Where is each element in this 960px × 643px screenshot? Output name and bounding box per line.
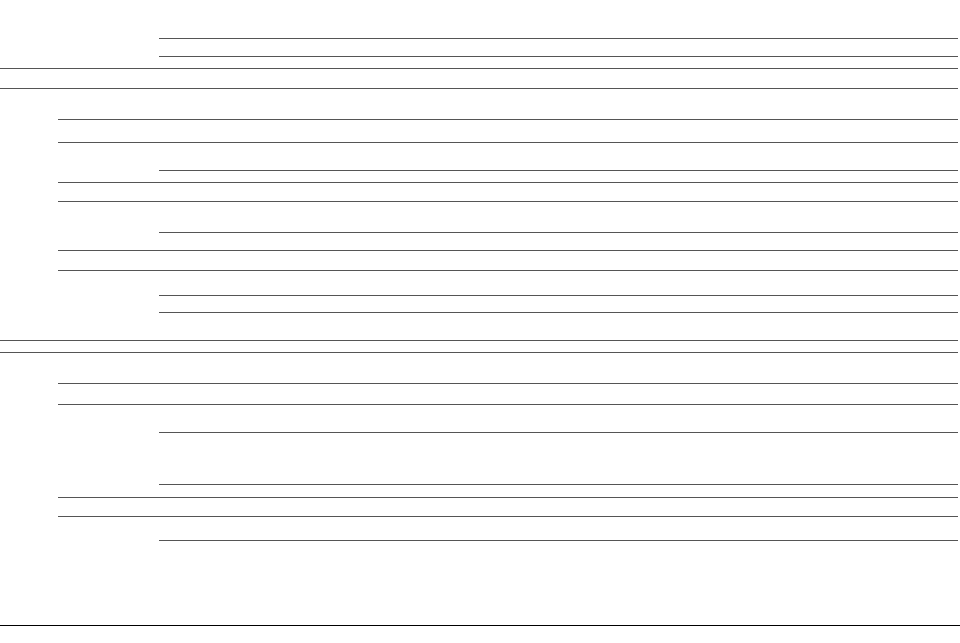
row-separator	[58, 383, 958, 384]
description-cell	[163, 119, 415, 142]
row-separator	[58, 404, 958, 405]
value-increase-cell	[683, 250, 813, 270]
dzial-cell	[0, 0, 58, 38]
paragraf-cell	[121, 170, 159, 182]
paragraf-cell	[121, 201, 159, 232]
paragraf-cell	[121, 516, 159, 540]
rozdzial-cell	[58, 383, 121, 404]
value-decrease-cell	[545, 201, 683, 232]
value-decrease-cell	[545, 540, 683, 589]
table-row	[0, 295, 960, 312]
description-cell	[163, 432, 415, 484]
value-after-change-cell	[813, 68, 943, 88]
row-separator	[159, 56, 958, 57]
description-cell	[163, 68, 415, 88]
row-separator	[0, 88, 958, 89]
value-after-change-cell	[813, 119, 943, 142]
row-separator	[159, 432, 958, 433]
paragraf-cell	[121, 383, 159, 404]
value-decrease-cell	[545, 383, 683, 404]
paragraf-cell	[121, 0, 159, 38]
value-decrease-cell	[545, 404, 683, 432]
value-plan-cell	[420, 540, 545, 589]
table-row	[0, 312, 960, 340]
value-plan-cell	[420, 383, 545, 404]
value-after-change-cell	[813, 170, 943, 182]
paragraf-cell	[121, 497, 159, 516]
value-decrease-cell	[545, 340, 683, 352]
value-plan-cell	[420, 484, 545, 497]
value-after-change-cell	[813, 497, 943, 516]
value-plan-cell	[420, 119, 545, 142]
rozdzial-cell	[58, 0, 121, 38]
table-row	[0, 404, 960, 432]
description-cell	[163, 404, 415, 432]
row-separator	[159, 295, 958, 296]
dzial-cell	[0, 201, 58, 232]
table-row	[0, 340, 960, 352]
paragraf-cell	[121, 484, 159, 497]
rozdzial-cell	[58, 38, 121, 56]
value-increase-cell	[683, 340, 813, 352]
table-row	[0, 250, 960, 270]
value-plan-cell	[420, 232, 545, 250]
value-increase-cell	[683, 88, 813, 119]
rozdzial-cell	[58, 404, 121, 432]
value-increase-cell	[683, 516, 813, 540]
value-plan-cell	[420, 352, 545, 383]
dzial-cell	[0, 312, 58, 340]
description-cell	[163, 295, 415, 312]
value-increase-cell	[683, 56, 813, 68]
value-plan-cell	[420, 270, 545, 295]
description-cell	[163, 142, 415, 170]
value-decrease-cell	[545, 352, 683, 383]
dzial-cell	[0, 404, 58, 432]
paragraf-cell	[121, 56, 159, 68]
value-plan-cell	[420, 0, 545, 38]
value-decrease-cell	[545, 182, 683, 201]
table-row	[0, 383, 960, 404]
value-decrease-cell	[545, 432, 683, 484]
value-increase-cell	[683, 68, 813, 88]
value-decrease-cell	[545, 497, 683, 516]
paragraf-cell	[121, 540, 159, 589]
dzial-cell	[0, 270, 58, 295]
dzial-cell	[0, 383, 58, 404]
dzial-cell	[0, 232, 58, 250]
table-row	[0, 540, 960, 589]
dzial-cell	[0, 182, 58, 201]
description-cell	[163, 516, 415, 540]
row-separator	[58, 516, 958, 517]
paragraf-cell	[121, 182, 159, 201]
table-row	[0, 142, 960, 170]
rozdzial-cell	[58, 497, 121, 516]
rozdzial-cell	[58, 250, 121, 270]
description-cell	[163, 484, 415, 497]
rozdzial-cell	[58, 340, 121, 352]
description-cell	[163, 201, 415, 232]
value-after-change-cell	[813, 352, 943, 383]
value-after-change-cell	[813, 340, 943, 352]
dzial-cell	[0, 432, 58, 484]
row-separator	[58, 142, 958, 143]
value-plan-cell	[420, 340, 545, 352]
dzial-cell	[0, 88, 58, 119]
value-plan-cell	[420, 432, 545, 484]
paragraf-cell	[121, 88, 159, 119]
rozdzial-cell	[58, 142, 121, 170]
value-plan-cell	[420, 56, 545, 68]
row-separator	[58, 182, 958, 183]
dzial-cell	[0, 540, 58, 589]
value-plan-cell	[420, 142, 545, 170]
value-increase-cell	[683, 540, 813, 589]
dzial-cell	[0, 250, 58, 270]
value-decrease-cell	[545, 68, 683, 88]
value-plan-cell	[420, 516, 545, 540]
row-separator	[58, 270, 958, 271]
value-plan-cell	[420, 88, 545, 119]
value-increase-cell	[683, 232, 813, 250]
paragraf-cell	[121, 38, 159, 56]
value-after-change-cell	[813, 201, 943, 232]
table-row	[0, 270, 960, 295]
value-increase-cell	[683, 170, 813, 182]
table-row	[0, 232, 960, 250]
table-row	[0, 201, 960, 232]
description-cell	[163, 312, 415, 340]
value-plan-cell	[420, 497, 545, 516]
value-plan-cell	[420, 38, 545, 56]
description-cell	[163, 232, 415, 250]
table-row	[0, 170, 960, 182]
rozdzial-cell	[58, 540, 121, 589]
description-cell	[163, 0, 415, 38]
rozdzial-cell	[58, 170, 121, 182]
paragraf-cell	[121, 142, 159, 170]
value-decrease-cell	[545, 484, 683, 497]
row-separator	[58, 250, 958, 251]
value-decrease-cell	[545, 232, 683, 250]
value-after-change-cell	[813, 540, 943, 589]
value-after-change-cell	[813, 295, 943, 312]
value-after-change-cell	[813, 312, 943, 340]
row-separator	[159, 540, 958, 541]
value-increase-cell	[683, 0, 813, 38]
dzial-cell	[0, 497, 58, 516]
description-cell	[163, 270, 415, 295]
row-separator	[159, 232, 958, 233]
value-decrease-cell	[545, 38, 683, 56]
value-after-change-cell	[813, 516, 943, 540]
rozdzial-cell	[58, 56, 121, 68]
value-decrease-cell	[545, 295, 683, 312]
value-increase-cell	[683, 383, 813, 404]
rozdzial-cell	[58, 312, 121, 340]
value-after-change-cell	[813, 142, 943, 170]
value-increase-cell	[683, 201, 813, 232]
value-plan-cell	[420, 68, 545, 88]
rozdzial-cell	[58, 352, 121, 383]
value-after-change-cell	[813, 0, 943, 38]
table-row	[0, 352, 960, 383]
rozdzial-cell	[58, 516, 121, 540]
value-plan-cell	[420, 182, 545, 201]
description-cell	[163, 38, 415, 56]
rozdzial-cell	[58, 201, 121, 232]
description-cell	[163, 182, 415, 201]
value-increase-cell	[683, 142, 813, 170]
rozdzial-cell	[58, 182, 121, 201]
paragraf-cell	[121, 432, 159, 484]
dzial-cell	[0, 295, 58, 312]
dzial-cell	[0, 56, 58, 68]
rozdzial-cell	[58, 270, 121, 295]
value-after-change-cell	[813, 88, 943, 119]
value-after-change-cell	[813, 232, 943, 250]
table-row	[0, 497, 960, 516]
paragraf-cell	[121, 232, 159, 250]
description-cell	[163, 340, 415, 352]
value-decrease-cell	[545, 0, 683, 38]
dzial-cell	[0, 170, 58, 182]
paragraf-cell	[121, 340, 159, 352]
table-row	[0, 432, 960, 484]
value-decrease-cell	[545, 119, 683, 142]
row-separator	[159, 38, 958, 39]
value-after-change-cell	[813, 404, 943, 432]
value-decrease-cell	[545, 88, 683, 119]
value-after-change-cell	[813, 38, 943, 56]
paragraf-cell	[121, 68, 159, 88]
value-increase-cell	[683, 432, 813, 484]
page-footer	[0, 625, 960, 642]
row-separator	[58, 497, 958, 498]
paragraf-cell	[121, 352, 159, 383]
rozdzial-cell	[58, 68, 121, 88]
rozdzial-cell	[58, 295, 121, 312]
table-row	[0, 484, 960, 497]
value-increase-cell	[683, 182, 813, 201]
value-plan-cell	[420, 250, 545, 270]
value-increase-cell	[683, 270, 813, 295]
value-plan-cell	[420, 295, 545, 312]
dzial-cell	[0, 484, 58, 497]
row-separator	[58, 201, 958, 202]
rozdzial-cell	[58, 88, 121, 119]
row-separator	[58, 119, 958, 120]
value-plan-cell	[420, 170, 545, 182]
value-decrease-cell	[545, 170, 683, 182]
value-after-change-cell	[813, 432, 943, 484]
value-increase-cell	[683, 484, 813, 497]
table-row	[0, 516, 960, 540]
row-separator	[0, 68, 958, 69]
value-decrease-cell	[545, 312, 683, 340]
description-cell	[163, 250, 415, 270]
dzial-cell	[0, 119, 58, 142]
rozdzial-cell	[58, 232, 121, 250]
dzial-cell	[0, 352, 58, 383]
value-increase-cell	[683, 404, 813, 432]
paragraf-cell	[121, 119, 159, 142]
rozdzial-cell	[58, 432, 121, 484]
paragraf-cell	[121, 295, 159, 312]
value-after-change-cell	[813, 182, 943, 201]
table-row	[0, 38, 960, 56]
value-after-change-cell	[813, 270, 943, 295]
value-increase-cell	[683, 497, 813, 516]
value-increase-cell	[683, 119, 813, 142]
table-row	[0, 68, 960, 88]
value-decrease-cell	[545, 142, 683, 170]
value-decrease-cell	[545, 270, 683, 295]
value-plan-cell	[420, 312, 545, 340]
row-separator	[159, 484, 958, 485]
value-plan-cell	[420, 201, 545, 232]
value-increase-cell	[683, 312, 813, 340]
row-separator	[159, 312, 958, 313]
row-separator	[0, 352, 958, 353]
dzial-cell	[0, 68, 58, 88]
table-row	[0, 119, 960, 142]
description-cell	[163, 170, 415, 182]
value-after-change-cell	[813, 383, 943, 404]
dzial-cell	[0, 340, 58, 352]
description-cell	[163, 540, 415, 589]
dzial-cell	[0, 38, 58, 56]
value-plan-cell	[420, 404, 545, 432]
value-increase-cell	[683, 38, 813, 56]
description-cell	[163, 497, 415, 516]
value-decrease-cell	[545, 56, 683, 68]
table-row	[0, 56, 960, 68]
rozdzial-cell	[58, 119, 121, 142]
paragraf-cell	[121, 312, 159, 340]
table-row	[0, 0, 960, 38]
dzial-cell	[0, 142, 58, 170]
table-row	[0, 182, 960, 201]
description-cell	[163, 352, 415, 383]
value-decrease-cell	[545, 516, 683, 540]
value-increase-cell	[683, 352, 813, 383]
paragraf-cell	[121, 270, 159, 295]
value-after-change-cell	[813, 56, 943, 68]
value-decrease-cell	[545, 250, 683, 270]
dzial-cell	[0, 516, 58, 540]
value-after-change-cell	[813, 250, 943, 270]
description-cell	[163, 88, 415, 119]
description-cell	[163, 383, 415, 404]
row-separator	[0, 340, 958, 341]
paragraf-cell	[121, 250, 159, 270]
rozdzial-cell	[58, 484, 121, 497]
row-separator	[159, 170, 958, 171]
value-after-change-cell	[813, 484, 943, 497]
paragraf-cell	[121, 404, 159, 432]
table-row	[0, 88, 960, 119]
value-increase-cell	[683, 295, 813, 312]
description-cell	[163, 56, 415, 68]
